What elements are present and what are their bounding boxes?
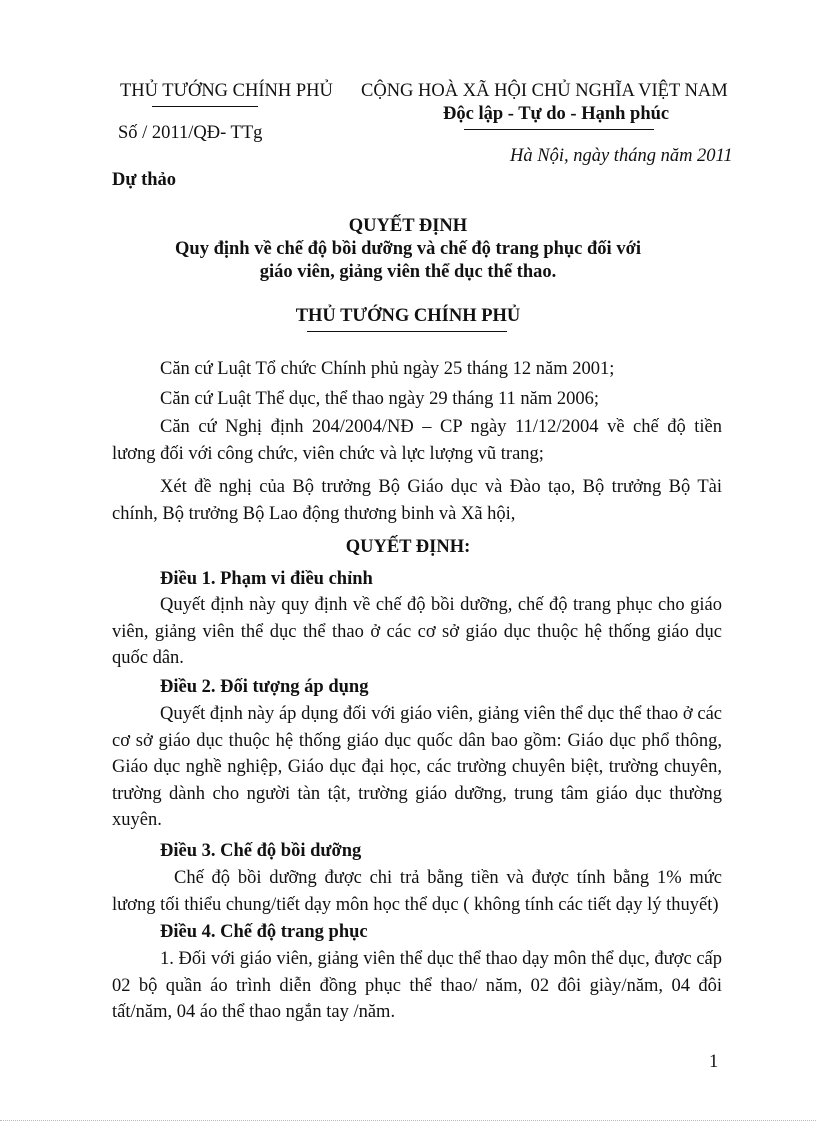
preamble-4 xyxy=(112,474,722,527)
country-name: CỘNG HOÀ XÃ HỘI CHỦ NGHĨA VIỆT NAM xyxy=(361,81,728,101)
motto-underline xyxy=(464,129,654,130)
decision-title: QUYẾT ĐỊNH xyxy=(348,216,468,236)
article-3-body: Chế độ bồi dưỡng được chi trả bằng tiền và được tính bằng 1% mức lương tối thiểu chung/tiết dạy môn học thể dục ( không tính các tiết dạy lý thuyết) xyxy=(112,868,722,915)
preamble-4-text: Xét đề nghị của Bộ trưởng Bộ Giáo dục và Đào tạo, Bộ trưởng Bộ Tài chính, Bộ trưởng Bộ Lao động thương binh và Xã hội, xyxy=(112,477,722,524)
issuer-underline xyxy=(307,331,507,332)
page-number: 1 xyxy=(709,1052,719,1072)
decides-heading: QUYẾT ĐỊNH: xyxy=(345,537,471,557)
article-2-text xyxy=(112,701,722,834)
draft-label: Dự thảo xyxy=(112,170,177,190)
issuer-heading: THỦ TƯỚNG CHÍNH PHỦ xyxy=(295,306,521,326)
article-1-text xyxy=(112,592,722,672)
national-motto: Độc lập - Tự do - Hạnh phúc xyxy=(443,104,670,124)
agency-underline xyxy=(152,106,258,107)
article-3-title: Điều 3. Chế độ bồi dưỡng xyxy=(160,841,362,861)
article-4-body: 1. Đối với giáo viên, giảng viên thể dục thể thao dạy môn thể dục, được cấp 02 bộ quần áo trình diễn đồng phục thể thao/ năm, 02 đôi giày/năm, 04 đôi tất/năm, 04 áo thể thao ngắn tay /năm. xyxy=(112,949,722,1022)
document-number: Số / 2011/QĐ- TTg xyxy=(118,123,263,143)
article-3-text xyxy=(112,865,722,918)
page-break-line xyxy=(0,1120,816,1121)
article-1-title: Điều 1. Phạm vi điều chỉnh xyxy=(160,569,373,589)
article-2-body: Quyết định này áp dụng đối với giáo viên, giảng viên thể dục thể thao ở các cơ sở giáo dục thuộc hệ thống giáo dục quốc dân bao gồm: Giáo dục phổ thông, Giáo dục nghề nghiệp, Giáo dục đại học, các trường chuyên biệt, trường chuyên, trường dành cho người tàn tật, trường giáo dưỡng, trung tâm giáo dục thường xuyên. xyxy=(112,704,722,830)
agency-name: THỦ TƯỚNG CHÍNH PHỦ xyxy=(120,81,333,101)
preamble-3 xyxy=(112,414,722,467)
place-date: Hà Nội, ngày tháng năm 2011 xyxy=(510,146,733,166)
article-4-text xyxy=(112,946,722,1026)
preamble-3-text: Căn cứ Nghị định 204/2004/NĐ – CP ngày 11/12/2004 về chế độ tiền lương đối với công chức, viên chức và lực lượng vũ trang; xyxy=(112,417,722,464)
preamble-2: Căn cứ Luật Thể dục, thể thao ngày 29 tháng 11 năm 2006; xyxy=(160,389,600,409)
decision-subtitle-line-2: giáo viên, giảng viên thể dục thể thao. xyxy=(259,262,557,282)
article-4-title: Điều 4. Chế độ trang phục xyxy=(160,922,368,942)
preamble-1: Căn cứ Luật Tổ chức Chính phủ ngày 25 tháng 12 năm 2001; xyxy=(160,359,615,379)
article-1-body: Quyết định này quy định về chế độ bồi dưỡng, chế độ trang phục cho giáo viên, giảng viên thể dục thể thao ở các cơ sở giáo dục thuộc hệ thống giáo dục quốc dân. xyxy=(112,595,722,668)
decision-subtitle-line-1: Quy định về chế độ bồi dưỡng và chế độ trang phục đối với xyxy=(175,239,641,259)
article-2-title: Điều 2. Đối tượng áp dụng xyxy=(160,677,369,697)
